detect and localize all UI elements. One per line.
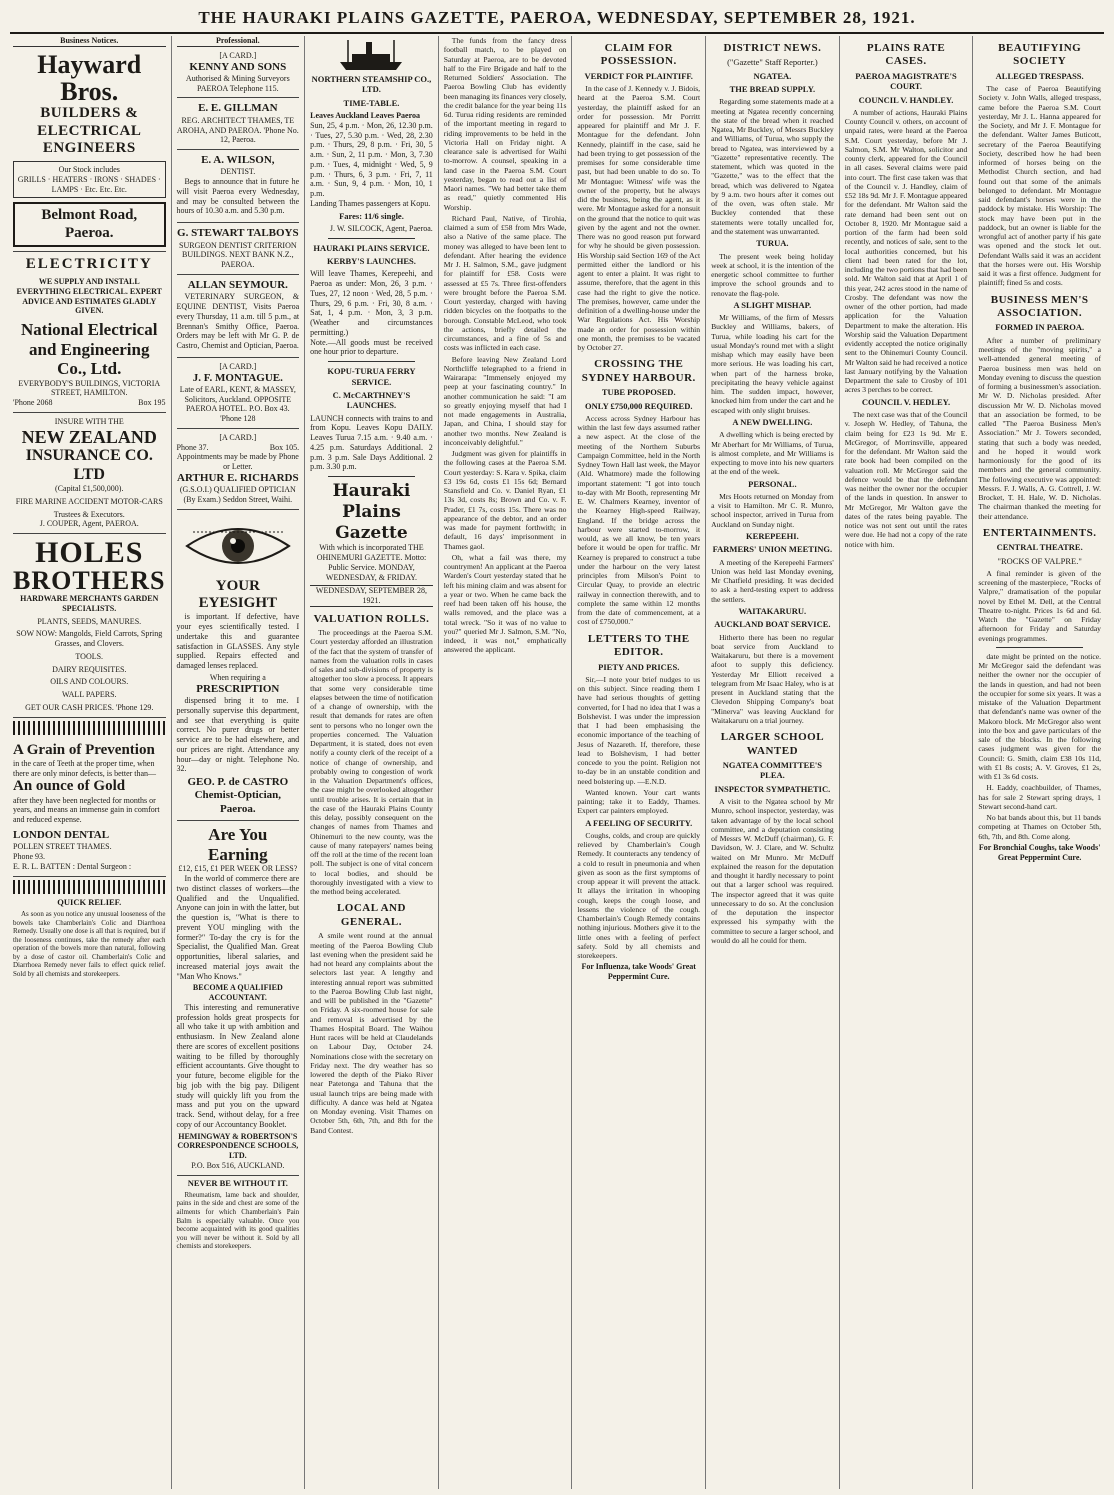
new-zealand: NEW ZEALAND xyxy=(21,426,157,447)
richards-card xyxy=(177,429,300,510)
gillman-title: E. E. GILLMAN xyxy=(198,102,278,115)
business-heading: BUSINESS MEN'S ASSOCIATION. xyxy=(990,293,1089,320)
continuation-text: date might be printed on the notice. Mr McGregor said the defendant was neither the owner nor the occupier of the lands in question, and had not been the occupier for some six years. It was a mistake of the Valuation Department that defendant's name was owner of the Makoro block. Mr McGregor also went into the box and gave particulars of the sale of the blocks. In the following cases judgment was given for the Council: G. Smith, claim £38 10s 11d, with £1 8s costs; A. V. Groves, £1 2s, with £1 3s 6d costs. xyxy=(978,651,1101,782)
hayward-title: Hayward Bros. xyxy=(37,49,142,107)
electricity-title: ELECTRICITY xyxy=(25,255,153,272)
handley-heading: COUNCIL V. HANDLEY. xyxy=(858,94,954,105)
insurance-company: INSURANCE CO. LTD xyxy=(25,447,153,483)
card-label: [A CARD.] xyxy=(219,432,257,442)
builders: BUILDERS & xyxy=(40,105,139,122)
section-heading: Business Notices. xyxy=(13,36,166,47)
column-shipping-editorial xyxy=(305,36,439,1489)
personal-text: Mrs Hoots returned on Monday from a visit to Hamilton. Mr C. R. Munro, school inspector, arrived in Turua from Auckland on Sunday night. xyxy=(711,491,834,529)
feeling-heading: A FEELING OF SECURITY. xyxy=(585,817,693,828)
timetable-schedule: Sun, 25, 4 p.m. · Mon, 26, 12.30 p.m. · Tues, 27, 5.30 p.m. · Wed, 28, 2.30 p.m. · Thurs, 29, 8 p.m. · Fri, 30, 5 a.m. · Sun, 2, 11 p.m. · Mon, 3, 7.30 p.m. · Tues, 4, midnight · Wed, 5, 9 p.m. · Thurs, 6, 3 p.m. · Fri, 7, 11 a.m. · Sun, 9, 4 p.m. · Mon, 10, 1 p.m. xyxy=(310,120,433,199)
cases-text: Richard Paul, Native, of Tirohia, claimed a sum of £58 from Mrs Wade, also a Native of the same place. The money was alleged to have been lent to defendant. After hearing the evidence Mr J. H. Salmon, S.M., gave judgment for plaintiff for £58. Costs were assessed at £5 7s. Three first-offenders were brought before the Paeroa S.M. Court yesterday, charged with having ridden bicycles on the footpaths to the borough. Constable McLeod, who took the actions, briefly detailed the circumstances, and a fine of 5s and costs was inflicted in each case. xyxy=(443,213,567,353)
timetable-header: Leaves Auckland Leaves Paeroa xyxy=(310,111,420,121)
earning-title: Are You Earning xyxy=(208,825,268,864)
crossing-text: Access across Sydney Harbour has within the last few days assumed rather a new aspect. At the close of the meeting of the Northern Suburbs Campaign Committee, held in the North Sydney Town Hall last week, the Mayor (Ald. Whatmore) made the following important statement: "I got into touch to-day with Mr Booth, representing Mr E. W. Chalmers Kearney, inventor of the Kearney High-speed Railway, England. If the bridge across the harbour were started to-morrow, it would, as we all know, be ten years before it would be open for traffic. Mr Kearney is prepared to construct a tube under the harbour on the very latest principles from Milson's Point to Circular Quay, to provide an electric railway in connection therewith, and to complete the same within 12 months from the date of commencement, at a cost of £750,000." xyxy=(577,413,701,627)
national-phone: 'Phone 2068 xyxy=(13,398,53,408)
dwelling-text: A dwelling which is being erected by Mr Aberhart for Mr Williams, of Turua, is almost complete, and Mr Williams is expecting to move into his new quarters at the end of the week. xyxy=(711,430,834,477)
boat-heading: AUCKLAND BOAT SERVICE. xyxy=(714,619,831,630)
earning-text: In the world of commerce there are two distinct classes of workers—the Qualified and the Unqualified. Anyone can join in with the latter, but the question is, "What is there to prevent YOU mingling with the former?" To-day the cry is for the Specialist, the Qualified Man. Great opportunities, liberal salaries, and increased material joys await the "Man Who Knows." xyxy=(176,874,300,981)
staff-reporter: ("Gazette" Staff Reporter.) xyxy=(727,57,818,68)
gillman-text: REG. ARCHITECT THAMES, TE AROHA, AND PAEROA. 'Phone No. 12, Paeroa. xyxy=(176,115,299,145)
local-heading: LOCAL AND GENERAL. xyxy=(336,902,406,928)
grain-title: A Grain of Prevention xyxy=(13,741,155,758)
valuation-text: The proceedings at the Paeroa S.M. Court yesterday afforded an illustration of the fact that the system of transfer of names from the valuation rolls in cases of sales and sub-divisions of property is altogether too slow a process. It appears that some very considerable time elapses between the time of notification of a change of ownership, with the result that demands for rates are often sent to persons who no longer own the properties concerned. The Valuation Department, it is stated, does not even notify a county clerk of the receipt of a notice of change of ownership, and probably owing to congestion of work in the Valuation Department's offices, the case might be overlooked altogether until trouble arises. It is certain that in the case of the Hauraki Plains County this delay, possibly consequent on the changes of names from Thames and Ohinemuri to the new county, was the cause of many ratepayers' names being off the roll at the time of the recent loan poll. The subject is one of vital concern to local bodies, and should be thoroughly investigated with a view to the method being accelerated. xyxy=(310,628,433,897)
kerby-text: Will leave Thames, Kerepeehi, and Paeroa as under: Mon, 26, 3 p.m. · Tues, 27, 12 noon · Wed, 28, 5 p.m. · Thurs, 29, 6 p.m. · Fri, 30, 8 a.m. · Sat, 1, 4 p.m. · Mon, 3, 3 p.m. (Weather and circumstances permitting.) xyxy=(310,269,433,337)
national-box: Box 195 xyxy=(138,398,166,408)
trespass-heading: ALLEGED TRESPASS. xyxy=(995,70,1084,81)
fares: Fares: 11/6 single. xyxy=(339,210,404,221)
wanted-text: Wanted known. Your cart wants painting; take it to Eaddy, Thames. Expert car painters employed. xyxy=(577,787,701,816)
business-text: After a number of preliminary meetings of the "moving spirits," a well-attended general meeting of Paeroa business men was held on Monday evening to discuss the question of forming a businessmen's association. Mr W. D. Nicholas presided. After discussion Mr W. D. Nicholas moved that an association be formed, to be called "The Paeroa Business Men's Association." Mr J. Towers seconded, stating that such a body was needed, and he hoped it would work harmoniously for the good of its members and the general community. The following executive was appointed: Messrs. F. J. Walls, A. G. Cottrell, J. W. Brocket, T. H. Hale, W. D. Nicholas. The chairman thanked the meeting for their attendance. xyxy=(978,335,1101,521)
rates-text: A number of actions, Hauraki Plains County Council v. others, on account of unpaid rates, were heard at the Paeroa S.M. Court yesterday, before Mr J. Salmon, S.M. Mr Walton, solicitor and county clerk, appeared for the Council in all cases. Several claims were paid into court. The first case taken was that of the Council v. J. Handley, claim of £52 18s 9d. Mr J. F. Montague appeared for the defendant. Mr Walton said the rate demand had been sent out on October 8, 1920. Mr Montague said a portion of the farm had been sold recently, and notices of sale, sent to the local authorities concerned, but his client had been rated for the lot, including the two portions that had been sold. Mr Walton said that at April 1 of this year, 242 acres stood in the name of Crosby. The defendant was now the owner of the other portion, had made application for the Valuation Department to make the alteration. His Worship said the Valuation Department evidently accepted the notice originally sent to the Ohinemuri County Council. Mr Walton said he had received a notice last January notifying by the Valuation Department the sale to Crosby of 101 acres 3 perches to be correct. xyxy=(844,107,968,395)
appointments: Appointments may be made by Phone or Letter. xyxy=(176,452,299,472)
column-district-news xyxy=(706,36,840,1489)
holes-brothers-ad xyxy=(13,534,166,718)
talboys-card xyxy=(177,223,300,275)
national-address: EVERYBODY'S BUILDINGS, VICTORIA STREET, HAMILTON. xyxy=(18,378,161,398)
holes-title: HOLES xyxy=(35,536,144,570)
card-label: [A CARD.] xyxy=(219,361,257,371)
gillman-card xyxy=(177,98,300,150)
batten: E. R. L. BATTEN : Dental Surgeon : xyxy=(13,861,132,871)
richards-text: (G.S.O.I.) QUALIFIED OPTICIAN (By Exam.) Seddon Street, Waihi. xyxy=(179,485,296,505)
seymour-text: VETERINARY SURGEON, & EQUINE DENTIST, Visits Paeroa every Thursday, 11 a.m. till 5 p.m., at Brennan's Smithy Office, Paeroa. Orders may be left with Mr G. P. de Castro, Chemist and Optician, Paeroa. xyxy=(176,292,300,351)
influenza-note: For Influenza, take Woods' Great Peppermint Cure. xyxy=(581,962,696,982)
hemingway-po: P.O. Box 516, AUCKLAND. xyxy=(191,1160,285,1170)
mishap-heading: A SLIGHT MISHAP. xyxy=(733,299,812,310)
decorative-border xyxy=(13,721,166,735)
formed-heading: FORMED IN PAEROA. xyxy=(995,322,1085,333)
kenny-card xyxy=(177,47,300,99)
wilson-card xyxy=(177,150,300,223)
ounce-title: An ounce of Gold xyxy=(13,778,126,795)
plants: PLANTS, SEEDS, MANURES. xyxy=(37,616,142,626)
insurance-types: FIRE MARINE ACCIDENT MOTOR-CARS xyxy=(15,496,163,506)
judgment-text: Judgment was given for plaintiffs in the following cases at the Paeroa S.M. Court yesterday: S. Kara v. Spika, claim £3 19s 6d, costs £1 15s 6d; Bernard Stansfield and Co. v. Daniel Ryan, £1 13s 3d, costs 8s; Brown and Co. v. F. Prader, £1 7s, costs 15s. There was no appearance of the debtor, and an order was made for payment forthwith; in default, 16 days' imprisonment in Thames gaol. xyxy=(443,449,567,551)
feeling-text: Coughs, colds, and croup are quickly relieved by Chamberlain's Cough Remedy. It counteracts any tendency of a cold to result in pneumonia and when given as soon as the first symptoms of croup appear it will prevent the attack. It allays the irritation in whooping cough, keeps the cough loose, and lessens the violence of the cough. Chamberlain's Cough Remedy contains nothing injurious. Mothers give it to the little ones with a feeling of perfect safety. Sold by all chemists and storekeepers. xyxy=(577,830,701,961)
larger-text: A visit to the Ngatea school by Mr Munro, school inspector, yesterday, was taken advantage of by the local school committee, and a deputation consisting of Messrs W. McDuff (chairman), G. F. Davidson, W. J. Clare, and W. Schultz waited on Mr Munro. Mr McDuff explained the reason for the deputation and thought it hardly necessary to point out that a larger school was required. The inspector agreed that it was quite unnecessary to do so. At the conclusion of the deputation the inspector expressed his sympathy with the committee to secure a larger school, and would do all he could for them. xyxy=(711,797,834,945)
steamship-title: NORTHERN STEAMSHIP CO., LTD. xyxy=(311,74,432,95)
richards-box: Box 105. xyxy=(269,442,300,452)
hedley-heading: COUNCIL V. HEDLEY. xyxy=(861,396,951,407)
dental-phone: Phone 93. xyxy=(13,852,45,862)
turua-text: The present week being holiday week at school, it is the intention of the energetic school committee to further improve the school grounds and to renovate the flag-pole. xyxy=(711,251,834,298)
divider xyxy=(328,238,415,239)
dateline: WEDNESDAY, SEPTEMBER 28, 1921. xyxy=(310,585,433,607)
earning-ad xyxy=(177,821,300,1175)
hemingway: HEMINGWAY & ROBERTSON'S CORRESPONDENCE SCHOOLS, LTD. xyxy=(177,1131,299,1161)
hedley-text: The next case was that of the Council v. Joseph W. Hedley, of Tahuna, the claim being for £23 1s 9d. Mr E. McGregor, of Morrinsville, appeared for the defendant. Mr Walton said the rate book had been compiled on the valuation roll. Mr McGregor said the defence would be that the defendant was neither the owner nor the occupier of the lands in question. In answer to Mr McGregor, Mr Walton gave the dates of the rates being payable. The notice was not sent out until the rates were due. He had not a copy of the rate notice with him. xyxy=(844,410,968,549)
column-business-notices xyxy=(8,36,172,1489)
theatre-heading: CENTRAL THEATRE. xyxy=(996,542,1083,553)
crossing-heading: CROSSING THE SYDNEY HARBOUR. xyxy=(581,358,696,384)
turua-heading: TURUA. xyxy=(756,238,789,249)
landing-note: Landing Thames passengers at Kopu. xyxy=(310,198,431,208)
richards-contact xyxy=(177,443,300,453)
stock-title: Our Stock includes xyxy=(58,165,120,175)
quick-relief-heading: QUICK RELIEF. xyxy=(57,896,122,907)
kenny-text: Authorised & Mining Surveyors PAEROA Telephone 115. xyxy=(185,73,290,93)
prescription-pre: When requiring a xyxy=(209,672,266,682)
columns xyxy=(8,36,1106,1489)
capital: (Capital £1,500,000). xyxy=(55,484,124,494)
entertainments-heading: ENTERTAINMENTS. xyxy=(982,526,1097,539)
oils: OILS AND COLOURS. xyxy=(50,677,129,687)
dwelling-heading: A NEW DWELLING. xyxy=(732,416,813,427)
electrical: ELECTRICAL xyxy=(37,122,142,139)
gazette-title: Hauraki Plains Gazette xyxy=(332,481,411,543)
mccarthy-text: LAUNCH connects with trains to and from Kopu. Leaves Kopu DAILY. Leaves Turua 7.15 a.m. · 9.40 a.m. · 4.25 p.m. Saturdays Additional. 2 p.m. 3 p.m. Sale Days Additional. 2 p.m. 3.30 p.m. xyxy=(310,413,433,472)
ngatea-committee: NGATEA COMMITTEE'S PLEA. xyxy=(722,759,823,781)
engineers: ENGINEERS xyxy=(42,139,136,156)
divider xyxy=(996,647,1083,648)
rates-heading: PLAINS RATE CASES. xyxy=(866,42,946,68)
pollen-street: POLLEN STREET THAMES. xyxy=(13,842,112,852)
beautifying-heading: BEAUTIFYING SOCIETY xyxy=(998,42,1082,68)
ngatea-heading: NGATEA. xyxy=(753,70,792,81)
seymour-card xyxy=(177,275,300,358)
silcock: J. W. SILCOCK, Agent, Paeroa. xyxy=(329,223,433,233)
district-heading: DISTRICT NEWS. xyxy=(723,42,822,54)
divider xyxy=(328,476,415,477)
belmont-road: Belmont Road, Paeroa. xyxy=(13,202,166,247)
letters-heading: LETTERS TO THE EDITOR. xyxy=(587,632,690,659)
eyesight-title: YOUR EYESIGHT xyxy=(198,577,277,612)
cost-heading: ONLY £750,000 REQUIRED. xyxy=(584,400,693,411)
become-text: This interesting and remunerative profession holds great prospects for all who take it up with ambition and enthusiasm. In New Zealand alone there are scores of excellent positions waiting to be filled by thoroughly efficient accountants. Give thought to your future, become eligible for the big job with the big pay. Diligent study will quickly lift you from the mass and put you on the upward track. Send, without delay, for a free copy of our Accountancy Booklet. xyxy=(176,1002,300,1129)
column-local-notes xyxy=(439,36,573,1489)
kopu-title: KOPU-TURUA FERRY SERVICE. xyxy=(327,366,416,387)
national-contact xyxy=(13,398,166,408)
earning-subtitle: £12, £15, £1 PER WEEK OR LESS? xyxy=(178,864,298,874)
wilson-text: Begs to announce that in future he will visit Paeroa every Wednesday, and may be consulted between the hours of 10.30 a.m. and 5.30 p.m. xyxy=(176,177,300,216)
court-heading: PAEROA MAGISTRATE'S COURT. xyxy=(855,70,957,92)
verdict-heading: VERDICT FOR PLAINTIFF. xyxy=(584,70,693,81)
mccarthy-title: C. McCARTHNEY'S LAUNCHES. xyxy=(332,389,411,411)
cash-prices: GET OUR CASH PRICES. 'Phone 129. xyxy=(25,702,154,712)
talboys-text: SURGEON DENTIST CRITERION BUILDINGS. NEXT BANK N.Z., PAEROA. xyxy=(179,240,297,270)
valuation-heading: VALUATION ROLLS. xyxy=(313,612,430,625)
claim-text: In the case of J. Kennedy v. J. Bidois, heard at the Paeroa S.M. Court yesterday, the plaintiff asked for an order for possession. Mr Porritt appeared for plaintiff and Mr J. F. Montague for the defendant. John Kennedy, plaintiff in the case, said he had been trying to get possession of the premises for some considerable time past, but had been unable to do so. To Mr Montague: Witness' wife was the owner of the property, but he always did the business, being the agent, as it were. Mr Montague asked for a nonsuit on the ground that the notice to quit was given by the agent and not the owner. There was no good reason put forward for why he should be given possession. His Worship said Section 169 of the Act permitted either the landlord or his agent to enter a plaint. It was right to assume, therefore, that the agent in this case had the right to give the notice. The premises, however, came under the definition of a dwelling-house under the War Regulations Act. His Worship made an order for possession within one month, the premises to be vacated by October 27. xyxy=(577,84,701,353)
farmers-text: A meeting of the Kerepeehi Farmers' Union was held last Monday evening, Mr Chatfield presiding. It was decided to ask a herd-testing expert to address the settlers. xyxy=(711,557,834,604)
eaddy-text: H. Eaddy, coachbuilder, of Thames, has for sale 2 Stewart spring drays, 1 Stewart second-hand cart. xyxy=(978,783,1101,811)
castro-subtitle: Chemist-Optician, Paeroa. xyxy=(194,789,282,815)
claim-heading: CLAIM FOR POSSESSION. xyxy=(600,42,677,68)
kerby-title: KERBY'S LAUNCHES. xyxy=(327,256,416,267)
never-heading: NEVER BE WITHOUT IT. xyxy=(187,1177,288,1188)
mishap-text: Mr Williams, of the firm of Messrs Buckley and Williams, bakers, of Turua, while loading his cart for the usual Monday's round met with a slight mishap which may easily have been more serious. He was loading his cart, when part of the harness broke, precipitating the heavy vehicle against him. The sudden impact, however, knocked him from under the cart and he escaped with only slight bruises. xyxy=(711,313,834,415)
never-text: Rheumatism, lame back and shoulder, pains in the side and chest are some of the ailments for which Chamberlain's Pain Balm is especially valuable. Once you become acquainted with its good qualities you will never be without it. Sold by all chemists and storekeepers. xyxy=(176,1190,300,1251)
decorative-border xyxy=(13,880,166,894)
hardware: HARDWARE MERCHANTS GARDEN SPECIALISTS. xyxy=(20,594,159,613)
hayward-ad xyxy=(13,47,166,252)
tube-heading: TUBE PROPOSED. xyxy=(601,387,676,398)
personal-heading: PERSONAL. xyxy=(748,478,797,489)
insurance-ad xyxy=(13,413,166,534)
wall-papers: WALL PAPERS. xyxy=(61,690,117,700)
inspector-heading: INSPECTOR SYMPATHETIC. xyxy=(714,783,831,794)
wilson-title: E. A. WILSON, xyxy=(201,154,275,167)
nz-text: Before leaving New Zealand Lord Northcliffe telegraphed to a friend in Wairarapa: "Immensely enjoyed my peep at your fascinating country." In another communication he said: "I am so greatly enjoying myself that had I not made engagements in Australia, Japan, and China, I should stay for another two months. New Zealand is inconceivably delightful." xyxy=(443,354,567,447)
montague-card xyxy=(177,358,300,429)
steamship-icon xyxy=(336,38,406,72)
waitakaruru-heading: WAITAKARURU. xyxy=(738,605,807,616)
piety-text: Sir,—I note your brief nudges to us on this subject. Since reading them I have had serious thoughts of getting converted, for I had no idea that I was a Bolshevist. I was under the impression that I had been emphasising the economic importance of the teaching of Jesus of Nazareth. If, therefore, these lead to Bolshevism, I had better concede to you the point. Religion not to-day be in an unstable condition and need bolstering up. —E.N.D. xyxy=(577,674,701,786)
masthead: THE HAURAKI PLAINS GAZETTE, PAEROA, WEDNESDAY, SEPTEMBER 28, 1921. xyxy=(10,8,1104,34)
boat-text: Hitherto there has been no regular boat service from Auckland to Waitakaruru, but there is a movement afoot to supply this deficiency. Yesterday Mr Elliott received a telegram from Mr Isaac Haley, who is at present in Auckland stating that the Clevedon Shipping Company's boat "Minerva" was leaving Auckland for Waitakaruru on a trial journey. xyxy=(711,632,834,725)
tools: TOOLS. xyxy=(75,651,104,661)
local-text: A smile went round at the annual meeting of the Paeroa Bowling Club last evening when the president said he had not heard any complaints about the selectors last year. A lengthy and interesting annual report was submitted to the Paeroa Bowling Club last night, and will be published in the "Gazette" on Friday. A six-roomed house for sale and removal is advertised by the Thames Hospital Board. The Waihou Hunt races will be held at Claudelands on Labour Day, October 24. Nominations close with the secretary on Friday next. The dry weather has so lowered the depth of the Piako River near Patetonga and Tahuna that the usual launch trips are being made with difficulty. A dance was held at Ngatea on Monday evening. Visit Thames on October 5th, 6th, 7th, and 8th for the Band Contest. xyxy=(310,931,433,1135)
kenny-title: KENNY AND SONS xyxy=(189,60,287,73)
prescription-text: dispensed bring it to me. I personally supervise this department, and see that everything is quite correct. No purer drugs or better service are to be had elsewhere, and our prices are right. Attendance any hour—day or night. Telephone No. 32. xyxy=(176,696,300,774)
castro-title: GEO. P. de CASTRO xyxy=(187,776,289,788)
electricity-ad xyxy=(13,252,166,413)
timetable-title: TIME-TABLE. xyxy=(343,97,400,108)
kerepeehi-heading: KEREPEEHI. xyxy=(746,530,799,541)
dental-ad xyxy=(13,738,166,877)
column-beautifying xyxy=(973,36,1106,1489)
gazette-subtitle: With which is incorporated THE OHINEMURI GAZETTE. Motto: Public Service. MONDAY, WEDNESDAY, & FRIDAY. xyxy=(316,543,427,582)
talboys-title: G. STEWART TALBOYS xyxy=(177,227,299,240)
column-rate-cases xyxy=(840,36,974,1489)
montague-title: J. F. MONTAGUE. xyxy=(192,371,283,384)
national-title: National Electrical and Engineering Co., Ltd. xyxy=(21,320,158,379)
eye-icon xyxy=(183,518,293,574)
stock-box xyxy=(13,161,166,198)
eyesight-ad xyxy=(177,510,300,821)
dairy: DAIRY REQUISITES. xyxy=(52,664,127,674)
richards-title: ARTHUR E. RICHARDS xyxy=(177,471,299,484)
bands-text: No bat bands about this, but 11 bands competing at Thames on October 5th, 6th, 7th, and 8th. Come along. xyxy=(978,813,1101,841)
piety-heading: PIETY AND PRICES. xyxy=(598,661,680,672)
prescription-title: PRESCRIPTION xyxy=(196,682,280,695)
bronchial-note: For Bronchial Coughs, take Woods' Great Peppermint Cure. xyxy=(978,842,1101,862)
rabbit-text: Oh, what a fail was there, my countrymen! An applicant at the Paeroa Warden's Court yesterday stated that he left his mining claim and was absent for a year or two. When he came back the reef had been taken off his house, the walls removed, and the place was a total wreck. "So it was of no value to you?" queried Mr J. Salmon, S.M. "No, indeed, it was not," emphatically answered the applicant. xyxy=(443,552,567,655)
bread-text: Regarding some statements made at a meeting at Ngatea recently concerning the state of the bread when it reached Ngatea, Mr Buckley, of Messrs Buckley and Williams, of Turua, who supply the bread to Ngatea, was interviewed by a "Gazette" representative recently. The statement, which was quoted in the "Gazette," was to the effect that the bread, which was delivered to Ngatea by 9 a.m. two hours after it comes out of the oven, was often stale. Mr Buckley contended that these statements were totally uncalled for, and the statement was unwarranted. xyxy=(711,97,834,236)
richards-phone: Phone 37. xyxy=(176,442,209,452)
trustees: Trustees & Executors. xyxy=(53,509,125,519)
eyesight-text: is important. If defective, have your eyes scientifically tested. I undertake this and guarantee satisfaction in GLASSES. Any style supplied. Repairs effected and damaged lenses replaced. xyxy=(176,612,300,671)
ounce-text: after they have been neglected for months or years, and means an immense gain in comfort and reduced expense. xyxy=(13,795,160,825)
card-label: [A CARD.] xyxy=(219,50,257,60)
kerby-note: Note.—All goods must be received one hour prior to departure. xyxy=(310,337,433,357)
divider xyxy=(328,361,415,362)
larger-heading: LARGER SCHOOL WANTED xyxy=(720,731,825,757)
column-professional xyxy=(172,36,306,1489)
quick-relief-text: As soon as you notice any unusual looseness of the bowels take Chamberlain's Colic and Diarrhoea Remedy. Usually one dose is all that is required, but if the looseness continues, take the remedy after each operation of the bowels more than natural, following by a dose of castor oil. Chamberlain's Colic and Diarrhoea Remedy never fails to effect quick relief. Sold by all chemists and storekeepers. xyxy=(13,909,166,978)
become-title: BECOME A QUALIFIED ACCOUNTANT. xyxy=(192,983,283,1003)
brothers-title: BROTHERS xyxy=(13,566,166,596)
electricity-text: WE SUPPLY AND INSTALL EVERYTHING ELECTRICAL. EXPERT ADVICE AND ESTIMATES GLADLY GIVEN. xyxy=(16,277,162,316)
seymour-title: ALLAN SEYMOUR. xyxy=(187,278,288,291)
column-possession xyxy=(572,36,706,1489)
service-title: HAURAKI PLAINS SERVICE. xyxy=(313,242,430,253)
insurance-agent: J. COUPER, Agent, PAEROA. xyxy=(39,519,139,529)
rocks-heading: "ROCKS OF VALPRE." xyxy=(997,555,1082,566)
montague-text: Late of EARL, KENT, & MASSEY, Solicitors, Auckland. OPPOSITE PAEROA HOTEL. P.O. Box 43. 'Phone 128 xyxy=(179,384,296,424)
stock-items: GRILLS · HEATERS · IRONS · SHADES · LAMPS · Etc. Etc. Etc. xyxy=(17,174,161,194)
bread-heading: THE BREAD SUPPLY. xyxy=(729,84,816,95)
farmers-heading: FARMERS' UNION MEETING. xyxy=(712,544,833,555)
rocks-text: A final reminder is given of the screening of the masterpiece, "Rocks of Valpre," dramatisation of the popular novel by Ethel M. Dell, at the Central Theatre to-night. Prices 1s 6d and 6d. Watch the "Gazette" on Friday afternoon for Friday and Saturday evenings programmes. xyxy=(978,568,1101,643)
london-dental: LONDON DENTAL xyxy=(13,828,110,841)
grain-text: in the care of Teeth at the proper time, when there are only minor defects, is better than— xyxy=(13,758,157,778)
wilson-subtitle: DENTIST. xyxy=(220,167,256,177)
bowling-text: The funds from the fancy dress football match, to be played on Saturday at Paeroa, are to be devoted half to the Fire Brigade and half to the Returned Soldiers' Association. The Paeroa Bowling Club has evidently been managing its finances very closely, the credit balance for the year being 11s 6d. Turua riding residents are reminded of the important meeting in regard to riding improvements to be held in the Victoria Hall on Friday night. A clearance sale is advertised for Waihi to-morrow. A counsel, speaking in a land case in the Paeroa S.M. Court yesterday, began to read out a list of Maori names. "We had better take them as read," quietly commented His Worship. xyxy=(443,36,567,212)
sow-now: SOW NOW: Mangolds, Field Carrots, Spring Grasses, and Clovers. xyxy=(16,629,163,649)
section-heading: Professional. xyxy=(177,36,300,47)
beautifying-text: The case of Paeroa Beautifying Society v. John Walls, alleged trespass, came before the Paeroa S.M. Court yesterday, Mr J. L. Hanna appeared for the Society, and Mr J. F. Montague for the defendant. Walter James Buticott, secretary of the Paeroa Beautifying Society, described how he had been informed of horses being on the Methodist Church section, and had found out that some of the animals belonged to defendant. Mr Montague said defendant's horses were in the paddock by mistake. His Worship: The stock may have been put in the paddock, but an owner is liable for the wrongful act of another party if his gate was opened and the stock let out. Defendant Walls said it was an accident that the horses were out. His Worship said it was a first offence. Judgment for plaintiff; fined 5s and costs. xyxy=(978,84,1101,288)
insure-with: INSURE WITH THE xyxy=(54,416,124,426)
